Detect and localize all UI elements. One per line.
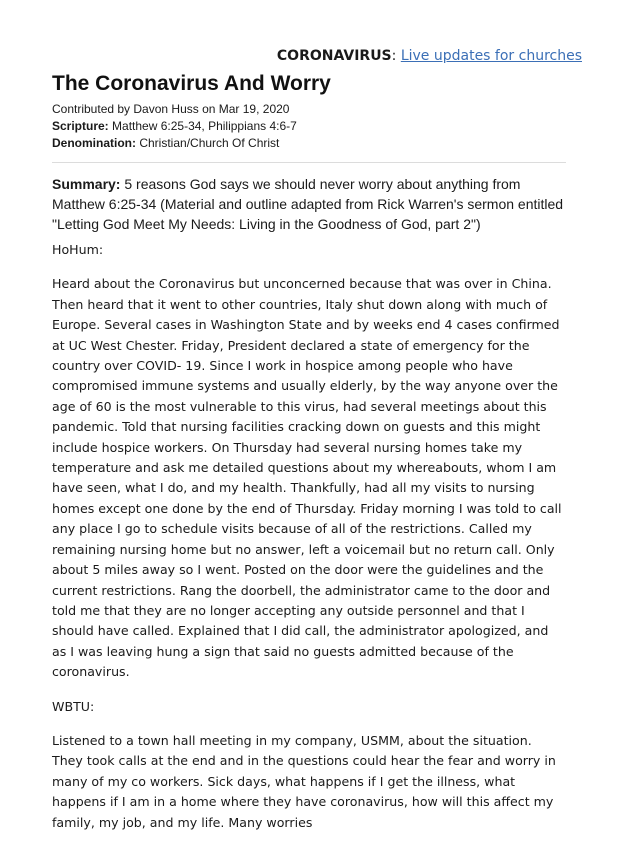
- scripture-line: [52, 118, 566, 135]
- banner-label: CORONAVIRUS: [276, 48, 392, 64]
- contributor-line: Contributed by Davon Huss on Mar 19, 2020: [52, 102, 290, 116]
- summary-text: 5 reasons God says we should never worry about anything from Matthew 6:25-34 (Material and outline adapted from Rick Warren's sermon entitled "Letting God Meet My Needs: Living in the Goodness of God, part 2"): [52, 176, 564, 232]
- hohum-heading: HoHum:: [52, 242, 104, 257]
- scripture-value: Matthew 6:25-34, Philippians 4:6-7: [112, 119, 297, 133]
- body-paragraph: Listened to a town hall meeting in my company, USMM, about the situation. They took calls at the end and in the questions could hear the fear and worry in many of my co workers. Sick days, what happens if I get the illness, what happens if I am in a home where they have coronavirus, how will this affect my family, my job, and my life. Many worries: [52, 732, 556, 830]
- sermon-article: [52, 70, 566, 847]
- coronavirus-banner: [277, 46, 582, 66]
- denomination-value: Christian/Church Of Christ: [139, 136, 280, 150]
- denomination-label: Denomination:: [52, 136, 136, 150]
- live-updates-link[interactable]: Live updates for churches: [400, 48, 582, 64]
- denomination-line: [52, 135, 566, 152]
- wbtu-heading: WBTU:: [52, 698, 95, 714]
- divider: [52, 162, 566, 163]
- summary: [52, 174, 566, 234]
- scripture-label: Scripture:: [52, 119, 109, 133]
- body-paragraph: Heard about the Coronavirus but unconcerned because that was over in China. Then heard that it went to other countries, Italy shut down along with much of Europe. Several cases in Washington State and by weeks end 4 cases confirmed at UC West Chester. Friday, President declared a state of emergency for the country over COVID- 19. Since I work in hospice among people who have compromised immune systems and usually elderly, by the way anyone over the age of 60 is the most vulnerable to this virus, had several meetings about this pandemic. Told that nursing facilities cracking down on guests and this might include hospice workers. On Thursday had several nursing homes take my temperature and ask me detailed questions about my whereabouts, whom I am have seen, what I do, and my health. Thankfully, had all my visits to nursing homes except one done by the end of Thursday. Friday morning I was told to call any place I go to schedule visits because of all of the restrictions. Called my remaining nursing home but no answer, left a voicemail but no return call. Only about 5 miles away so I went. Posted on the door were the guidelines and the current restrictions. Rang the doorbell, the administrator came to the door and told me that they are no longer accepting any outside personnel and that I should have called. Explained that I did call, the administrator apologized, and as I was leaving hung a sign that said no guests admitted because of the coronavirus.: [52, 276, 562, 680]
- banner-separator: :: [391, 48, 397, 64]
- page-title: The Coronavirus And Worry: [52, 72, 331, 95]
- summary-label: Summary:: [52, 176, 121, 192]
